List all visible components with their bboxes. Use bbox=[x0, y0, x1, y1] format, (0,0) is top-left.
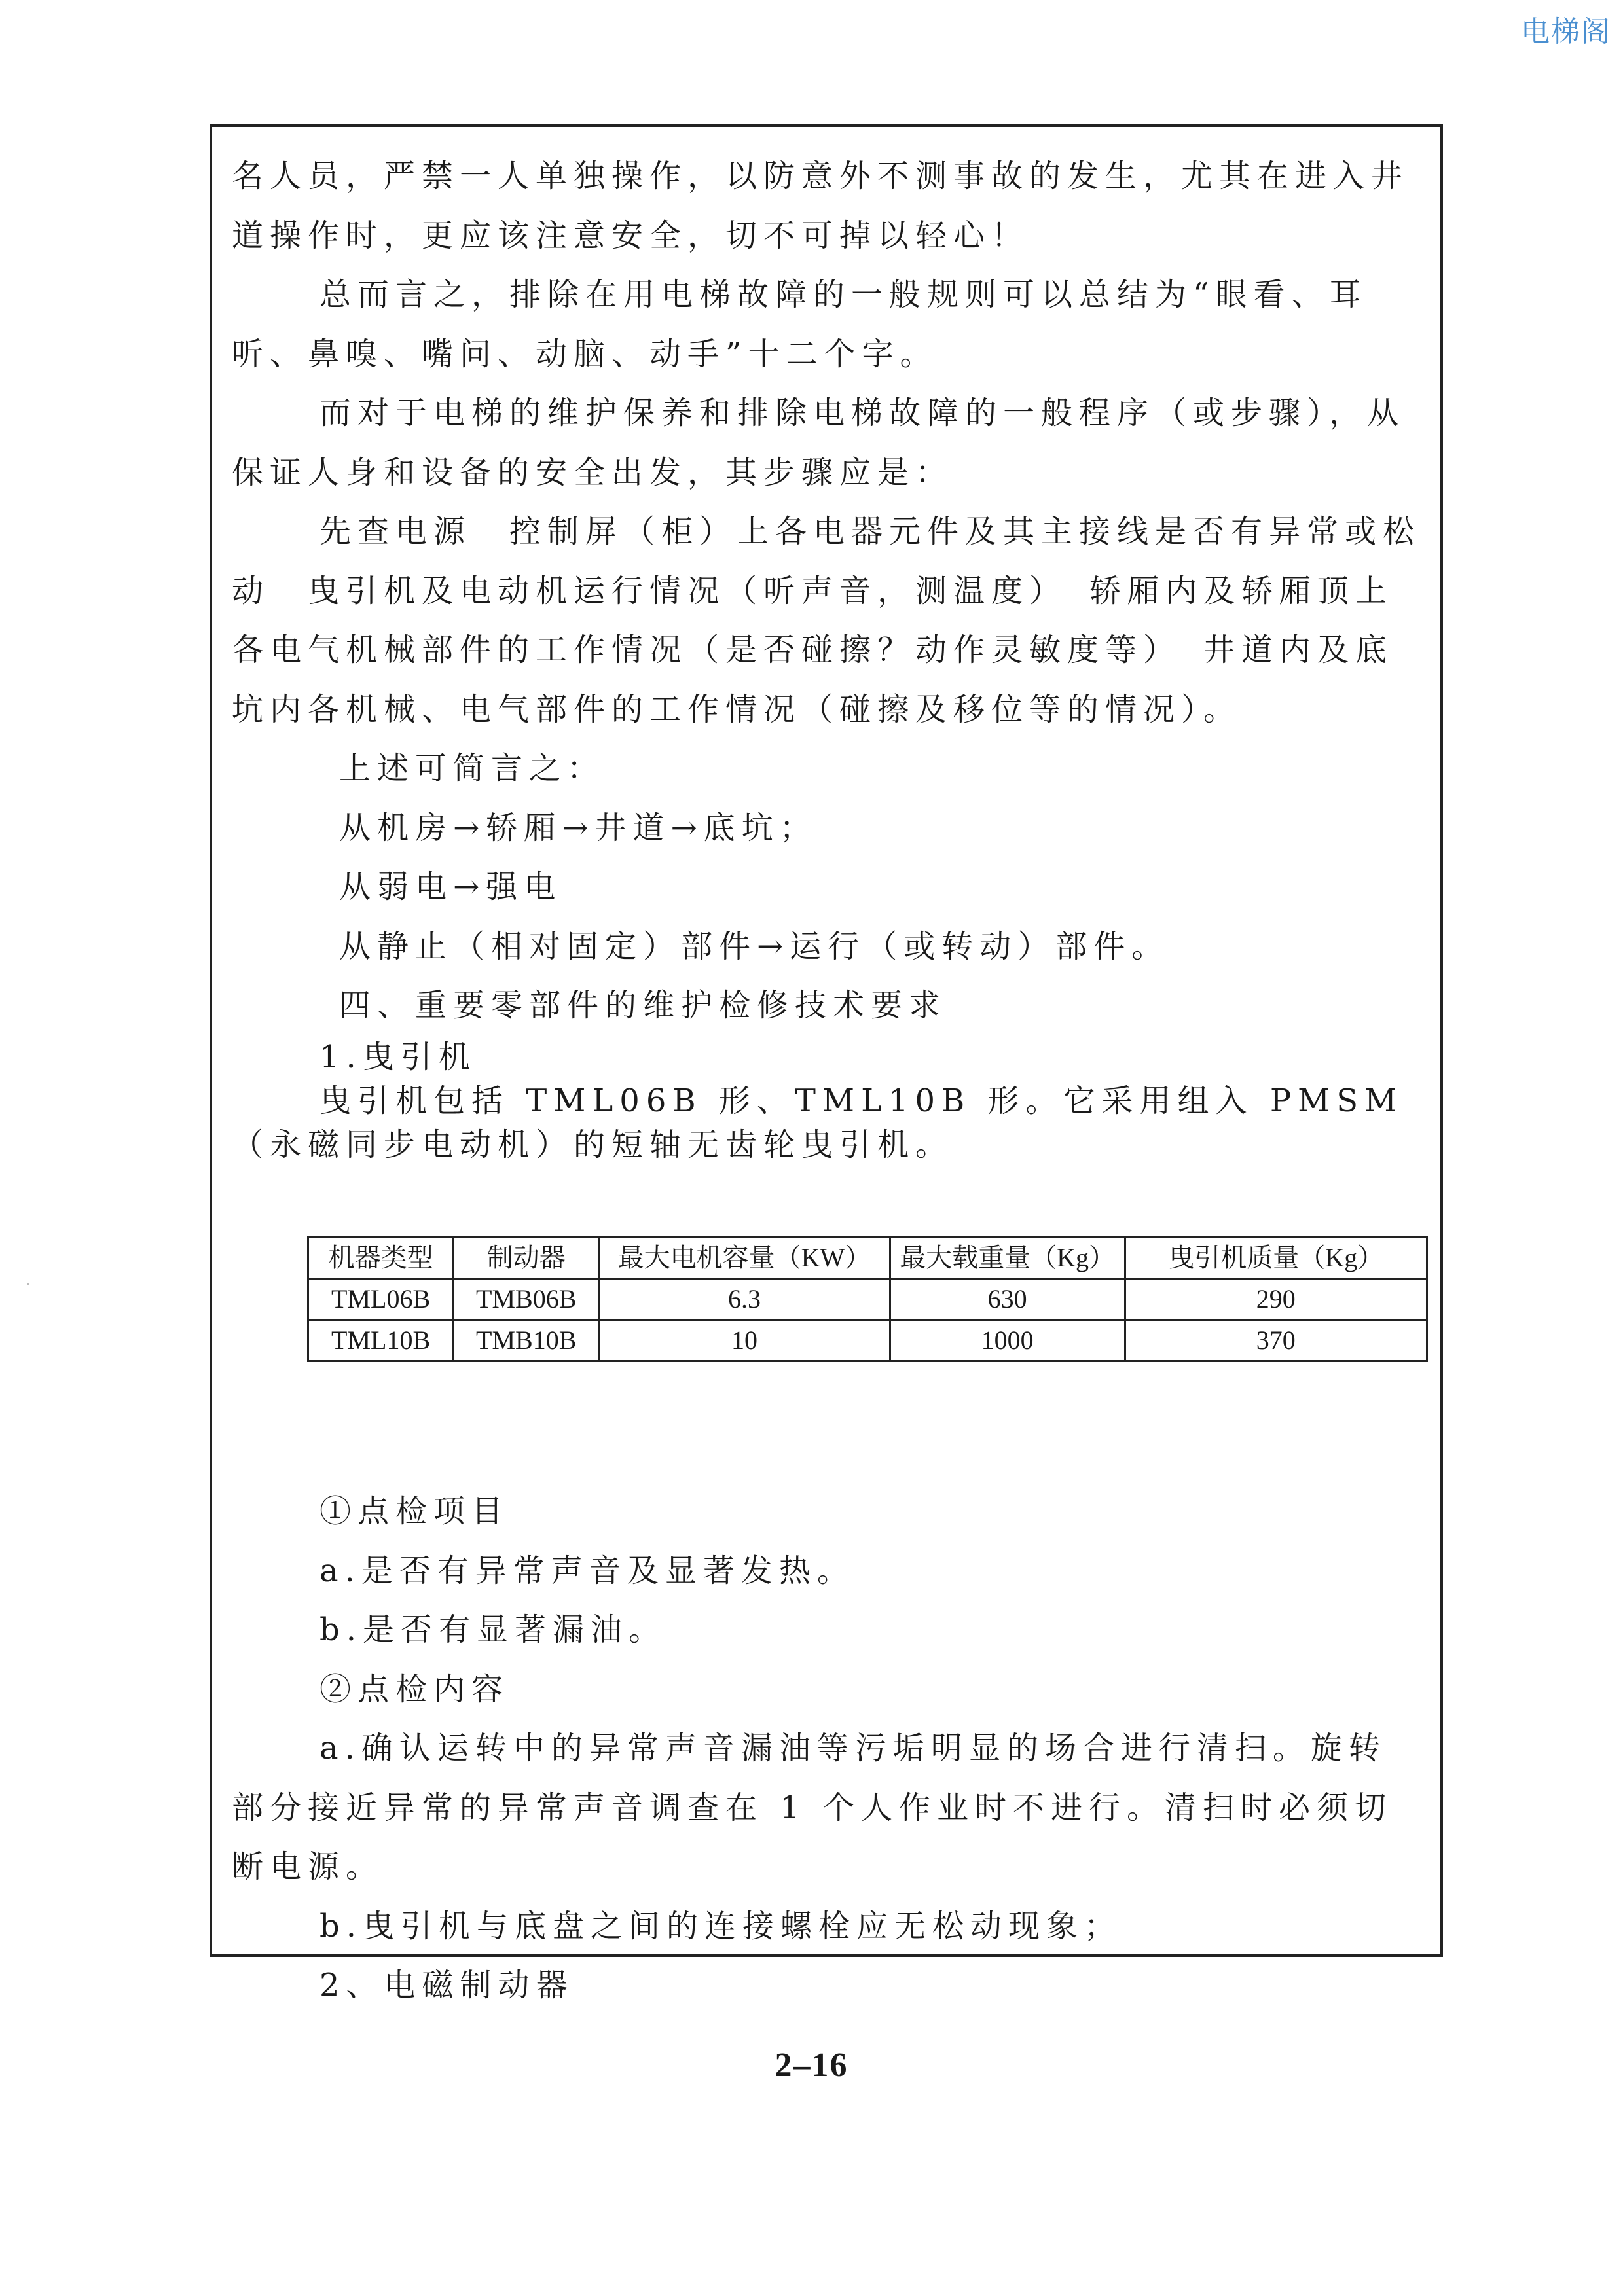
paragraph: 而对于电梯的维护保养和排除电梯故障的一般程序（或步骤），从保证人身和设备的安全出发，其步骤应是： bbox=[232, 395, 1406, 491]
paragraph: 名人员，严禁一人单独操作，以防意外不测事故的发生，尤其在进入井道操作时，更应该注意安全，切不可掉以轻心！ bbox=[232, 158, 1410, 254]
body-text-continued bbox=[232, 1482, 1421, 2015]
paragraph: 从机房→轿厢→井道→底坑； bbox=[339, 809, 818, 846]
paragraph: 上述可简言之： bbox=[339, 750, 606, 787]
body-text bbox=[232, 147, 1421, 1167]
table-header-cell: 机器类型 bbox=[308, 1238, 454, 1279]
paragraph: 从静止（相对固定）部件→运行（或转动）部件。 bbox=[339, 927, 1170, 965]
section-heading: 四、重要零部件的维护检修技术要求 bbox=[339, 987, 947, 1024]
subsection-heading: 2、电磁制动器 bbox=[319, 1967, 574, 2003]
table-cell: TML10B bbox=[308, 1320, 454, 1361]
table-cell: 1000 bbox=[890, 1320, 1125, 1361]
table-cell: TMB10B bbox=[454, 1320, 599, 1361]
table-header-cell: 最大电机容量（KW） bbox=[599, 1238, 890, 1279]
list-heading: ②点检内容 bbox=[319, 1670, 510, 1708]
scan-speck bbox=[27, 1283, 29, 1285]
table-header-cell: 最大载重量（Kg） bbox=[890, 1238, 1125, 1279]
table-header-cell: 制动器 bbox=[454, 1238, 599, 1279]
table-cell: 290 bbox=[1125, 1279, 1427, 1320]
paragraph: 从弱电→强电 bbox=[339, 869, 562, 905]
table-cell: 10 bbox=[599, 1320, 890, 1361]
subsection-heading: 1.曳引机 bbox=[319, 1038, 477, 1075]
list-item: a.是否有异常声音及显著发热。 bbox=[319, 1552, 855, 1589]
paragraph: 曳引机包括 TML06B 形、TML10B 形。它采用组入 PMSM（永磁同步电动机）的短轴无齿轮曳引机。 bbox=[232, 1082, 1404, 1163]
list-heading: ①点检项目 bbox=[319, 1493, 510, 1530]
table-header-row bbox=[308, 1238, 1427, 1279]
specs-table bbox=[307, 1236, 1428, 1362]
table-cell: 630 bbox=[890, 1279, 1125, 1320]
content-frame bbox=[210, 124, 1443, 2003]
table-row bbox=[308, 1279, 1427, 1320]
table-cell: TML06B bbox=[308, 1279, 454, 1320]
list-item: b.曳引机与底盘之间的连接螺栓应无松动现象； bbox=[319, 1907, 1122, 1945]
table-cell: TMB06B bbox=[454, 1279, 599, 1320]
table-header-cell: 曳引机质量（Kg） bbox=[1125, 1238, 1427, 1279]
list-item: b.是否有显著漏油。 bbox=[319, 1611, 666, 1648]
paragraph: 先查电源 控制屏（柜）上各电器元件及其主接线是否有异常或松动 曳引机及电动机运行情况（听声音，测温度） 轿厢内及轿厢顶上各电气机械部件的工作情况（是否碰擦？动作灵敏度等） 井道内及底坑内各机械、电气部件的工作情况（碰擦及移位等的情况）。 bbox=[232, 513, 1421, 728]
table-row bbox=[308, 1320, 1427, 1361]
paragraph: 总而言之，排除在用电梯故障的一般规则可以总结为“眼看、耳听、鼻嗅、嘴问、动脑、动手”十二个字。 bbox=[232, 276, 1368, 372]
list-item: a.确认运转中的异常声音漏油等污垢明显的场合进行清扫。旋转部分接近异常的异常声音调查在 1 个人作业时不进行。清扫时必须切断电源。 bbox=[232, 1730, 1393, 1885]
table-cell: 6.3 bbox=[599, 1279, 890, 1320]
watermark: 电梯阁 bbox=[1521, 15, 1611, 48]
table-cell: 370 bbox=[1125, 1320, 1427, 1361]
page-number: 2–16 bbox=[775, 2047, 848, 2084]
